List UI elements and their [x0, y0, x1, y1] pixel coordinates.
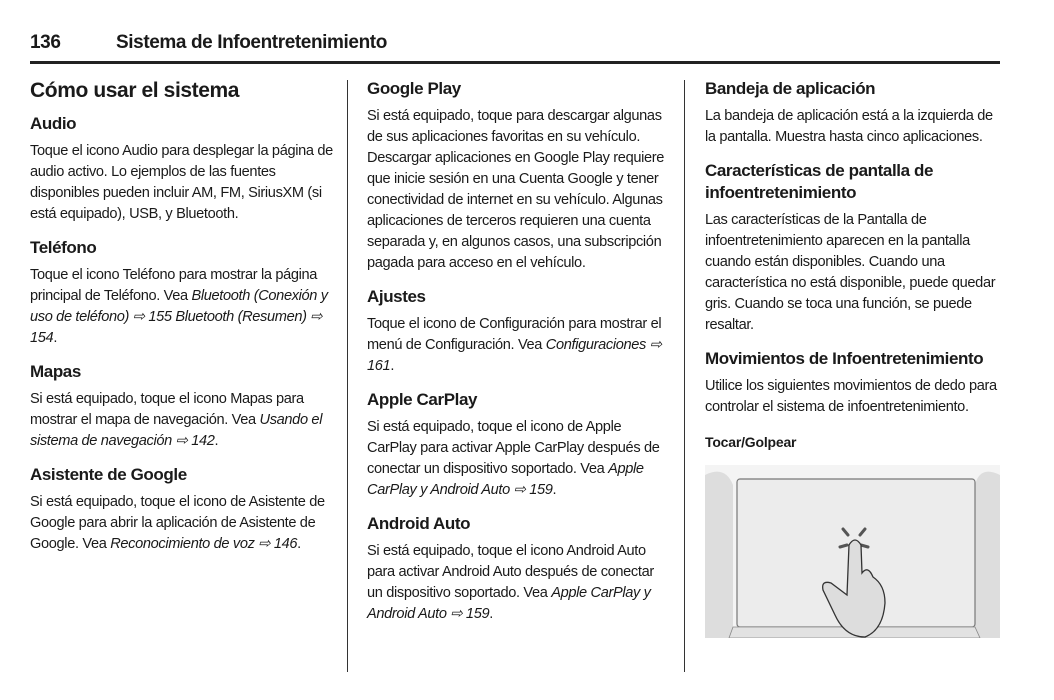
body-paragraph: [367, 314, 669, 377]
text-run: La bandeja de aplicación está a la izquierda de la pantalla. Muestra hasta cinco aplicaciones.: [705, 108, 993, 145]
subsection-heading: Mapas: [30, 362, 81, 381]
text-run: Si está equipado, toque el icono de Asistente de Google para abrir la aplicación de Asistente de Google. Vea: [30, 494, 325, 552]
text-run: Si está equipado, toque el icono Android Auto para activar Android Auto después de conectar un dispositivo soportado. Vea: [367, 543, 654, 601]
text-run: Si está equipado, toque el icono Mapas para mostrar el mapa de navegación. Vea: [30, 391, 304, 428]
column-3: [705, 76, 1005, 645]
column-divider: [684, 80, 685, 672]
finger-tap-illustration-icon: [705, 465, 1000, 638]
text-run: Las características de la Pantalla de infoentretenimiento aparecen en la pantalla cuando están disponibles. Cuando una característica no está disponible, puede quedar gris. Cuando se toca una función, se puede resaltar.: [705, 212, 996, 333]
header-rule: [30, 61, 1000, 64]
column-1: [30, 76, 338, 555]
body-paragraph: [30, 492, 338, 555]
subsection-heading: Android Auto: [367, 514, 471, 533]
cross-reference-link[interactable]: Bluetooth (Conexión y uso de teléfono) ⇨ 155 Bluetooth (Resumen) ⇨ 154: [30, 288, 328, 346]
text-run: .: [390, 358, 395, 374]
cross-reference-link[interactable]: Configuraciones ⇨ 161: [367, 337, 662, 374]
subsection-heading: Teléfono: [30, 238, 97, 257]
cross-reference-link[interactable]: Usando el sistema de navegación ⇨ 142: [30, 412, 323, 449]
body-paragraph: [705, 106, 1005, 148]
text-run: .: [214, 433, 219, 449]
column-divider: [347, 80, 348, 672]
text-run: Toque el icono Teléfono para mostrar la página principal de Teléfono. Vea: [30, 267, 318, 304]
section-title: Cómo usar el sistema: [30, 79, 240, 102]
column-2: [367, 76, 669, 625]
text-run: .: [297, 536, 301, 552]
body-paragraph: [705, 210, 1005, 336]
subsection-heading: Movimientos de Infoentretenimiento: [705, 349, 984, 368]
page-number: 136: [30, 32, 61, 53]
subsection-heading: Tocar/Golpear: [705, 434, 797, 450]
subsection-heading: Bandeja de aplicación: [705, 79, 876, 98]
subsection-heading: Asistente de Google: [30, 465, 187, 484]
text-run: .: [552, 482, 557, 498]
body-paragraph: [705, 376, 1005, 418]
body-paragraph: [367, 417, 669, 501]
text-run: Utilice los siguientes movimientos de dedo para controlar el sistema de infoentretenimiento.: [705, 378, 997, 415]
body-paragraph: [30, 389, 338, 452]
subsection-heading: Ajustes: [367, 287, 426, 306]
subsection-heading: Características de pantalla de infoentretenimiento: [705, 161, 934, 202]
cross-reference-link[interactable]: Apple CarPlay y Android Auto ⇨ 159: [367, 585, 651, 622]
body-paragraph: [367, 541, 669, 625]
text-run: Toque el icono de Configuración para mostrar el menú de Configuración. Vea: [367, 316, 662, 353]
subsection-heading: Apple CarPlay: [367, 390, 478, 409]
chapter-title: Sistema de Infoentretenimiento: [116, 32, 387, 53]
text-run: Toque el icono Audio para desplegar la página de audio activo. Lo ejemplos de las fuentes disponibles pueden incluir AM, FM, SiriusXM (si está equipado), USB, y Bluetooth.: [30, 143, 333, 222]
body-paragraph: [30, 141, 338, 225]
subsection-heading: Google Play: [367, 79, 461, 98]
cross-reference-link[interactable]: Apple CarPlay y Android Auto ⇨ 159: [367, 461, 644, 498]
page-header: [30, 32, 387, 54]
text-run: Si está equipado, toque para descargar algunas de sus aplicaciones favoritas en su vehículo. Descargar aplicaciones en Google Play requiere que inicie sesión en una Cuenta Google y tener conectividad de internet en su vehículo. Algunas aplicaciones de terceros requieren una cuenta separada y, en algunos casos, una subscripción pagada para acceso en el vehículo.: [367, 108, 665, 271]
text-run: .: [489, 606, 493, 622]
text-run: Si está equipado, toque el icono de Apple CarPlay para activar Apple CarPlay después de conectar un dispositivo soportado. Vea: [367, 419, 660, 477]
body-paragraph: [30, 265, 338, 349]
subsection-heading: Audio: [30, 114, 77, 133]
cross-reference-link[interactable]: Reconocimiento de voz ⇨ 146: [110, 536, 298, 552]
body-paragraph: [367, 106, 669, 274]
text-run: .: [53, 330, 58, 346]
